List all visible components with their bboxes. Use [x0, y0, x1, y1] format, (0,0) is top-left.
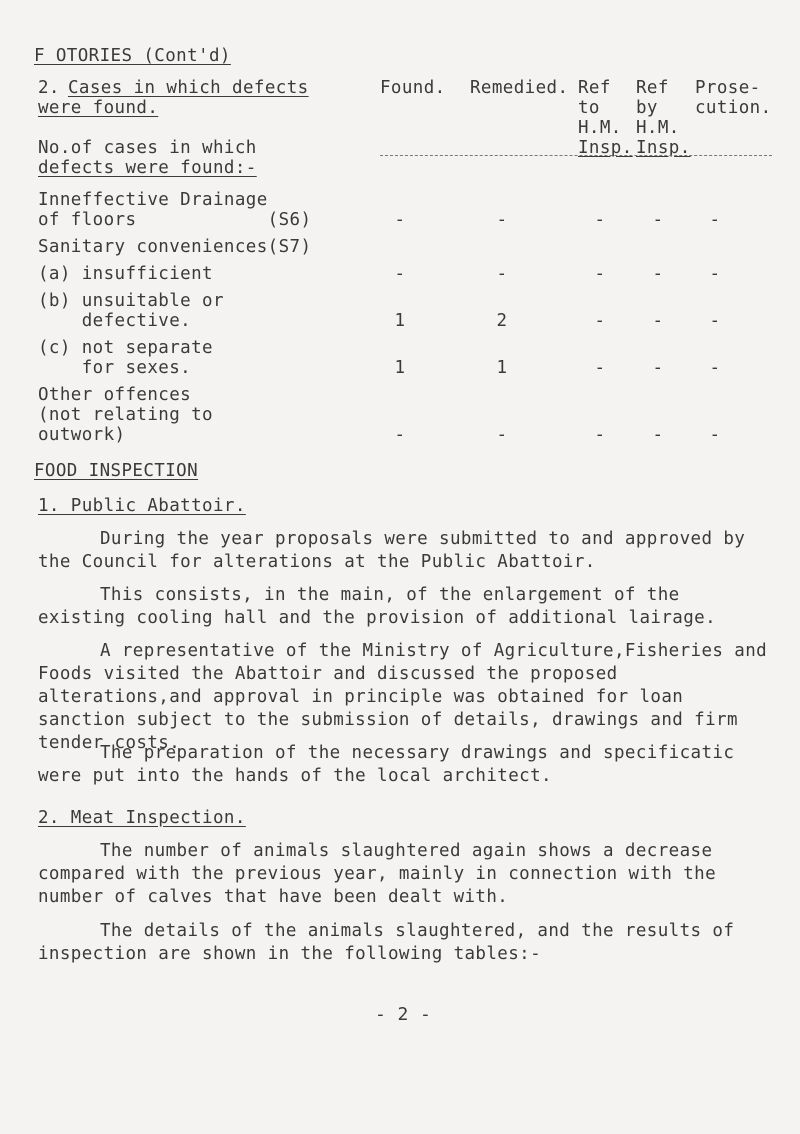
value-separate-remedied: 1: [496, 358, 508, 378]
value-other-remedied: -: [496, 425, 508, 445]
meat-paragraph-1: The number of animals slaughtered again shows a decrease compared with the previous year, mainly in connection with the number of calves that have been dealt with.: [38, 841, 717, 907]
value-drainage-remedied: -: [496, 210, 508, 230]
running-title: F OTORIES (Cont'd): [34, 46, 231, 66]
col-ref-by-header-4: Insp.: [636, 138, 691, 158]
public-abattoir-heading: 1. Public Abattoir.: [38, 496, 246, 516]
col-found-header: Found.: [380, 78, 446, 98]
value-drainage-found: -: [394, 210, 406, 230]
section-2-number: 2.: [38, 78, 60, 98]
col-ref-hm-header-4: Insp.: [578, 138, 633, 158]
col-ref-hm-header-1: Ref: [578, 78, 611, 98]
row-label-separate-2: for sexes.: [38, 358, 192, 378]
row-label-other-1: Other offences: [38, 385, 192, 405]
value-separate-prosecution: -: [709, 358, 721, 378]
col-ref-hm-header-3: H.M.: [578, 118, 622, 138]
value-unsuitable-ref-hm: -: [594, 311, 606, 331]
value-separate-ref-by: -: [652, 358, 664, 378]
value-insufficient-ref-by: -: [652, 264, 664, 284]
col-prosecution-header-2: cution.: [695, 98, 772, 118]
col-ref-by-header-3: H.M.: [636, 118, 680, 138]
meat-inspection-heading: 2. Meat Inspection.: [38, 808, 246, 828]
row-label-drainage-2: of floors (S6): [38, 210, 312, 230]
page-number: - 2 -: [375, 1004, 432, 1025]
value-insufficient-found: -: [394, 264, 406, 284]
value-other-found: -: [394, 425, 406, 445]
value-drainage-ref-by: -: [652, 210, 664, 230]
row-label-sanitary: Sanitary conveniences(S7): [38, 237, 312, 257]
value-other-ref-by: -: [652, 425, 664, 445]
value-unsuitable-remedied: 2: [496, 311, 508, 331]
section-2-heading-line2: were found.: [38, 98, 159, 118]
value-drainage-prosecution: -: [709, 210, 721, 230]
row-label-unsuitable-1: (b) unsuitable or: [38, 291, 224, 311]
abattoir-paragraph-2: This consists, in the main, of the enlargement of the existing cooling hall and the provision of additional lairage.: [38, 585, 717, 628]
col-ref-hm-header-2: to: [578, 98, 600, 118]
abattoir-paragraph-4: The preparation of the necessary drawings and specificatic were put into the hands of the local architect.: [38, 743, 735, 786]
value-unsuitable-prosecution: -: [709, 311, 721, 331]
value-unsuitable-ref-by: -: [652, 311, 664, 331]
col-remedied-header: Remedied.: [470, 78, 569, 98]
col-ref-by-header-2: by: [636, 98, 658, 118]
value-insufficient-remedied: -: [496, 264, 508, 284]
value-other-prosecution: -: [709, 425, 721, 445]
value-drainage-ref-hm: -: [594, 210, 606, 230]
col-prosecution-header-1: Prose-: [695, 78, 761, 98]
value-separate-found: 1: [394, 358, 406, 378]
value-unsuitable-found: 1: [394, 311, 406, 331]
abattoir-paragraph-1: During the year proposals were submitted to and approved by the Council for alterations at the Public Abattoir.: [38, 529, 746, 572]
subheading-line1: No.of cases in which: [38, 138, 257, 158]
section-2-heading-line1: Cases in which defects: [68, 78, 309, 98]
row-label-drainage-1: Inneffective Drainage: [38, 190, 268, 210]
header-rule: [380, 155, 772, 156]
col-ref-by-header-1: Ref: [636, 78, 669, 98]
food-inspection-heading: FOOD INSPECTION: [34, 461, 199, 481]
value-separate-ref-hm: -: [594, 358, 606, 378]
meat-paragraph-2: The details of the animals slaughtered, and the results of inspection are shown in the following tables:-: [38, 921, 735, 964]
value-other-ref-hm: -: [594, 425, 606, 445]
row-label-unsuitable-2: defective.: [38, 311, 192, 331]
abattoir-paragraph-3: A representative of the Ministry of Agriculture,Fisheries and Foods visited the Abattoir and discussed the proposed alterations,and approval in principle was obtained for loan sanction subject to the submission of details, drawings and firm tender costs.: [38, 641, 768, 753]
subheading-line2: defects were found:-: [38, 158, 257, 178]
value-insufficient-prosecution: -: [709, 264, 721, 284]
value-insufficient-ref-hm: -: [594, 264, 606, 284]
row-label-insufficient: (a) insufficient: [38, 264, 213, 284]
row-label-other-3: outwork): [38, 425, 126, 445]
row-label-other-2: (not relating to: [38, 405, 213, 425]
row-label-separate-1: (c) not separate: [38, 338, 213, 358]
